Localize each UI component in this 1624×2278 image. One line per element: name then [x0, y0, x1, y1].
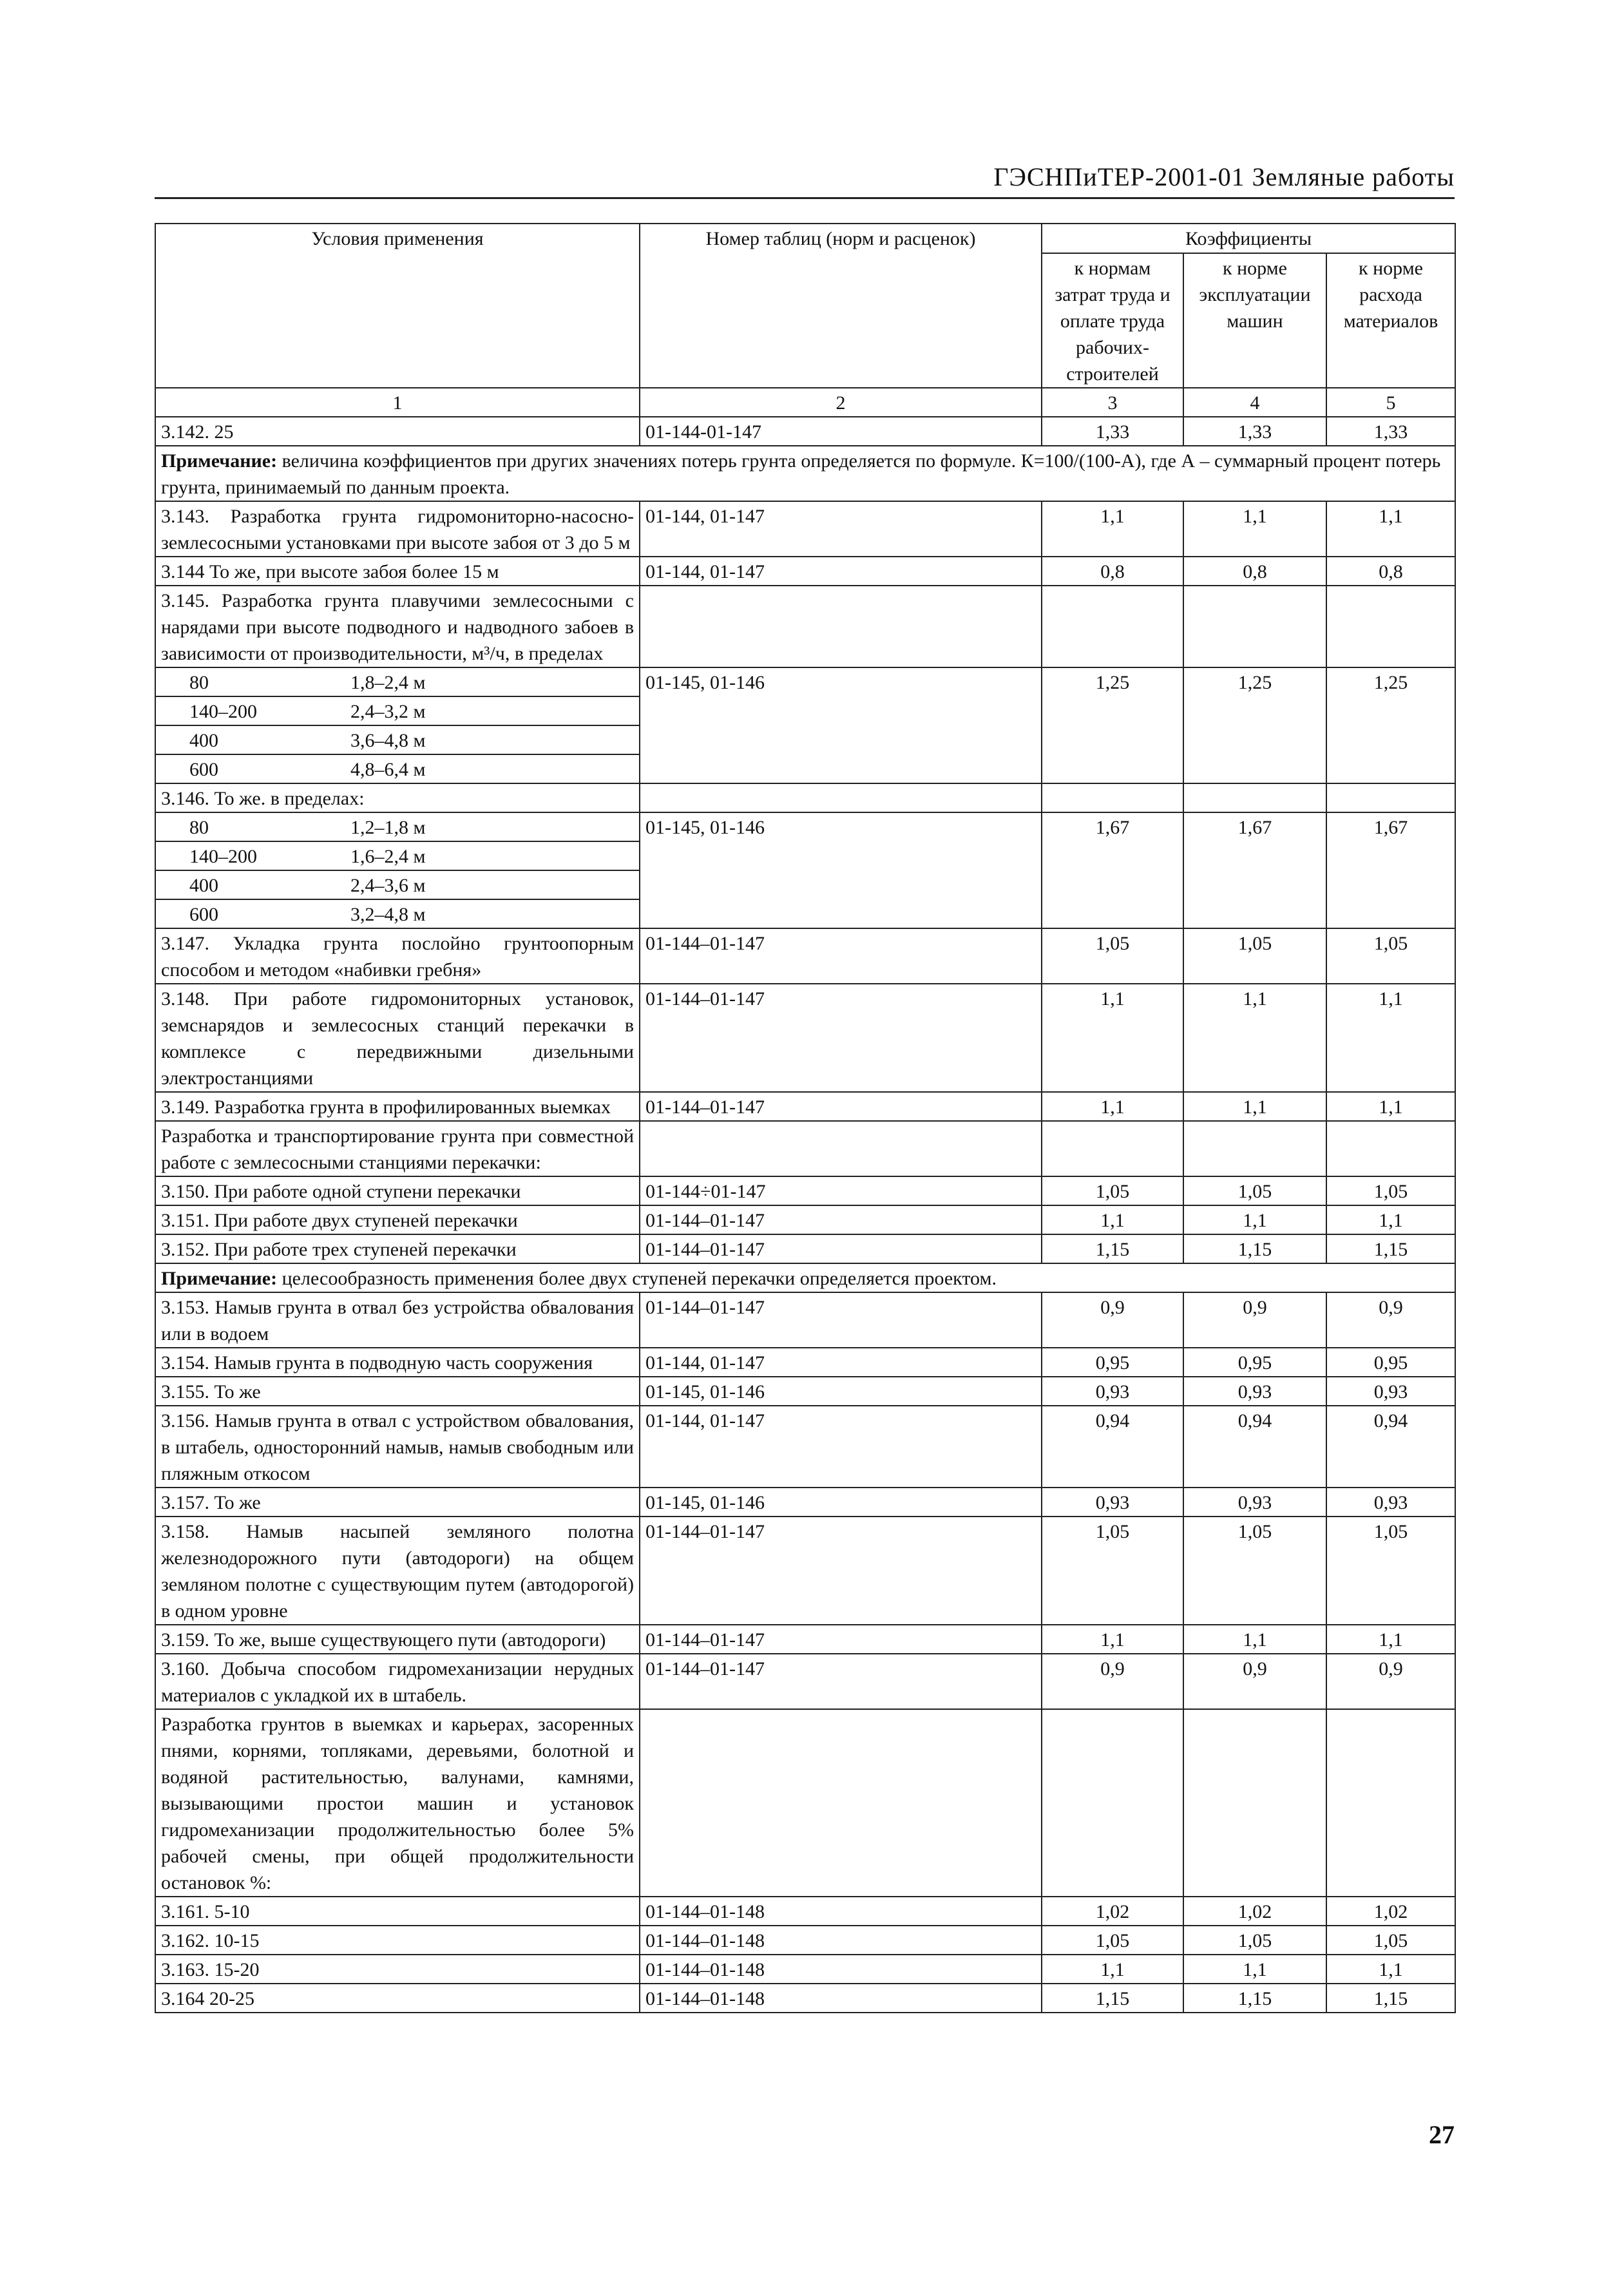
- table-row: [155, 1897, 1455, 1926]
- table-ref-cell: 01-144–01-147: [640, 1205, 1042, 1234]
- condition-cell: 3.160. Добыча способом гидромеханизации нерудных материалов с укладкой их в штабель.: [155, 1654, 640, 1709]
- table-ref-cell: [640, 1121, 1042, 1176]
- capacity-value: 400: [189, 875, 218, 896]
- coef-materials-cell: 1,1: [1326, 1205, 1455, 1234]
- table-ref-cell: 01-144–01-148: [640, 1926, 1042, 1955]
- condition-cell: 3.145. Разработка грунта плавучими землесосными с нарядами при высоте подводного и надводного забоев в зависимости от производительности, м³/ч, в пределах: [155, 586, 640, 667]
- table-ref-cell: 01-144, 01-147: [640, 501, 1042, 557]
- height-range: 3,6–4,8 м: [350, 730, 426, 751]
- coef-materials-cell: 1,1: [1326, 1092, 1455, 1121]
- coef-materials-cell: 1,33: [1326, 417, 1455, 446]
- coef-labor-cell: 0,93: [1042, 1377, 1183, 1406]
- coef-machines-cell: [1183, 586, 1326, 667]
- header-materials: к норме расхода материалов: [1326, 253, 1455, 388]
- table-row: [155, 1205, 1455, 1234]
- coef-materials-cell: 1,15: [1326, 1984, 1455, 2013]
- condition-cell: 3.142. 25: [155, 417, 640, 446]
- table-ref-cell: 01-144, 01-147: [640, 1348, 1042, 1377]
- capacity-value: 400: [189, 730, 218, 751]
- height-range: 3,2–4,8 м: [350, 904, 426, 925]
- table-row: [155, 812, 1455, 841]
- coef-machines-cell: 1,05: [1183, 928, 1326, 984]
- table-ref-cell: 01-144–01-147: [640, 1625, 1042, 1654]
- coef-machines-cell: 0,94: [1183, 1406, 1326, 1488]
- header-row: [155, 224, 1455, 253]
- table-row: [155, 667, 1455, 696]
- coef-labor-cell: 1,02: [1042, 1897, 1183, 1926]
- table-row: [155, 557, 1455, 586]
- table-ref-cell: 01-144–01-148: [640, 1984, 1042, 2013]
- condition-cell: 3.162. 10-15: [155, 1926, 640, 1955]
- condition-cell: 3.150. При работе одной ступени перекачки: [155, 1176, 640, 1205]
- coef-machines-cell: 0,93: [1183, 1377, 1326, 1406]
- coef-materials-cell: 0,9: [1326, 1654, 1455, 1709]
- height-range: 1,2–1,8 м: [350, 817, 426, 838]
- subcondition-cell: [155, 696, 640, 725]
- capacity-value: 140–200: [189, 846, 257, 867]
- header-tables: Номер таблиц (норм и расценок): [640, 224, 1042, 388]
- header-conditions: Условия применения: [155, 224, 640, 388]
- table-ref-cell: 01-144, 01-147: [640, 1406, 1042, 1488]
- coef-materials-cell: 1,1: [1326, 501, 1455, 557]
- capacity-value: 600: [189, 904, 218, 925]
- coef-labor-cell: 1,05: [1042, 1926, 1183, 1955]
- note-label: Примечание:: [161, 1268, 278, 1289]
- coef-materials-cell: 1,67: [1326, 812, 1455, 928]
- condition-cell: 3.148. При работе гидромониторных установок, земснарядов и землесосных станций перекачки в комплексе с передвижными дизельными электростанциями: [155, 984, 640, 1092]
- condition-cell: 3.158. Намыв насыпей земляного полотна железнодорожного пути (автодороги) на общем земляном полотне с существующим путем (автодорогой) в одном уровне: [155, 1517, 640, 1625]
- coef-machines-cell: 1,15: [1183, 1234, 1326, 1263]
- condition-cell: Разработка и транспортирование грунта при совместной работе с землесосными станциями перекачки:: [155, 1121, 640, 1176]
- header-machines: к норме эксплуатации машин: [1183, 253, 1326, 388]
- condition-cell: 3.153. Намыв грунта в отвал без устройства обвалования или в водоем: [155, 1292, 640, 1348]
- coef-materials-cell: 0,94: [1326, 1406, 1455, 1488]
- coef-machines-cell: [1183, 1121, 1326, 1176]
- note-text: величина коэффициентов при других значениях потерь грунта определяется по формуле. К=100/(100-А), где А – суммарный процент потерь грунта, принимаемый по данным проекта.: [161, 450, 1441, 498]
- coefficients-table: [155, 223, 1456, 2013]
- coef-labor-cell: 0,9: [1042, 1654, 1183, 1709]
- coef-labor-cell: 1,1: [1042, 501, 1183, 557]
- table-row: [155, 1955, 1455, 1984]
- coef-machines-cell: 1,1: [1183, 984, 1326, 1092]
- coef-machines-cell: 1,25: [1183, 667, 1326, 783]
- table-row: [155, 1121, 1455, 1176]
- col-number: 3: [1042, 388, 1183, 417]
- table-ref-cell: [640, 783, 1042, 812]
- condition-cell: 3.154. Намыв грунта в подводную часть сооружения: [155, 1348, 640, 1377]
- table-row: [155, 1176, 1455, 1205]
- coef-materials-cell: 1,15: [1326, 1234, 1455, 1263]
- coef-labor-cell: 1,05: [1042, 1176, 1183, 1205]
- coef-machines-cell: 0,8: [1183, 557, 1326, 586]
- coef-labor-cell: [1042, 1121, 1183, 1176]
- table-ref-cell: 01-144-01-147: [640, 417, 1042, 446]
- coef-materials-cell: 1,1: [1326, 984, 1455, 1092]
- col-number: 5: [1326, 388, 1455, 417]
- coef-materials-cell: 1,1: [1326, 1625, 1455, 1654]
- height-range: 2,4–3,2 м: [350, 701, 426, 722]
- capacity-value: 80: [189, 672, 209, 693]
- condition-cell: 3.161. 5-10: [155, 1897, 640, 1926]
- condition-cell: 3.157. То же: [155, 1488, 640, 1517]
- coef-labor-cell: [1042, 1709, 1183, 1897]
- table-ref-cell: 01-145, 01-146: [640, 1488, 1042, 1517]
- coef-materials-cell: 1,02: [1326, 1897, 1455, 1926]
- table-ref-cell: 01-144–01-147: [640, 1517, 1042, 1625]
- table-row: [155, 1406, 1455, 1488]
- col-number: 2: [640, 388, 1042, 417]
- coef-machines-cell: 1,02: [1183, 1897, 1326, 1926]
- height-range: 1,6–2,4 м: [350, 846, 426, 867]
- table-row: [155, 1092, 1455, 1121]
- coef-materials-cell: 1,05: [1326, 928, 1455, 984]
- table-row: [155, 1488, 1455, 1517]
- coef-materials-cell: 0,8: [1326, 557, 1455, 586]
- capacity-value: 140–200: [189, 701, 257, 722]
- coef-machines-cell: 1,1: [1183, 1955, 1326, 1984]
- coef-materials-cell: 1,05: [1326, 1176, 1455, 1205]
- coef-machines-cell: 1,05: [1183, 1517, 1326, 1625]
- coef-labor-cell: 1,25: [1042, 667, 1183, 783]
- capacity-value: 80: [189, 817, 209, 838]
- height-range: 1,8–2,4 м: [350, 672, 426, 693]
- table-ref-cell: 01-144–01-147: [640, 1092, 1042, 1121]
- subcondition-cell: [155, 725, 640, 754]
- note-label: Примечание:: [161, 450, 278, 472]
- coef-labor-cell: 0,94: [1042, 1406, 1183, 1488]
- coef-machines-cell: 0,93: [1183, 1488, 1326, 1517]
- height-range: 2,4–3,6 м: [350, 875, 426, 896]
- header-labor: к нормам затрат труда и оплате труда рабочих-строителей: [1042, 253, 1183, 388]
- condition-cell: 3.163. 15-20: [155, 1955, 640, 1984]
- coef-materials-cell: [1326, 586, 1455, 667]
- note-text: целесообразность применения более двух ступеней перекачки определяется проектом.: [277, 1268, 997, 1289]
- coef-machines-cell: 1,05: [1183, 1176, 1326, 1205]
- coef-labor-cell: 1,1: [1042, 1625, 1183, 1654]
- coef-labor-cell: [1042, 783, 1183, 812]
- table-row: [155, 1654, 1455, 1709]
- condition-cell: 3.159. То же, выше существующего пути (автодороги): [155, 1625, 640, 1654]
- table-row: [155, 1984, 1455, 2013]
- coef-labor-cell: 0,93: [1042, 1488, 1183, 1517]
- coef-labor-cell: 0,9: [1042, 1292, 1183, 1348]
- table-ref-cell: 01-144–01-147: [640, 1234, 1042, 1263]
- coef-materials-cell: 1,05: [1326, 1926, 1455, 1955]
- header-coefficients: Коэффициенты: [1042, 224, 1455, 253]
- coef-materials-cell: 1,05: [1326, 1517, 1455, 1625]
- table-row: [155, 1709, 1455, 1897]
- table-ref-cell: 01-145, 01-146: [640, 667, 1042, 783]
- table-row: [155, 501, 1455, 557]
- coef-machines-cell: 1,05: [1183, 1926, 1326, 1955]
- coef-materials-cell: 0,93: [1326, 1377, 1455, 1406]
- coef-labor-cell: 0,95: [1042, 1348, 1183, 1377]
- table-ref-cell: [640, 1709, 1042, 1897]
- coef-materials-cell: [1326, 783, 1455, 812]
- table-ref-cell: 01-144–01-147: [640, 984, 1042, 1092]
- page-number: 27: [1429, 2120, 1455, 2149]
- condition-cell: 3.151. При работе двух ступеней перекачки: [155, 1205, 640, 1234]
- table-ref-cell: 01-145, 01-146: [640, 812, 1042, 928]
- table-row: [155, 1348, 1455, 1377]
- coef-labor-cell: [1042, 586, 1183, 667]
- table-row: [155, 446, 1455, 501]
- table-ref-cell: 01-144, 01-147: [640, 557, 1042, 586]
- table-ref-cell: 01-144–01-148: [640, 1955, 1042, 1984]
- table-ref-cell: 01-144–01-147: [640, 928, 1042, 984]
- table-row: [155, 1263, 1455, 1292]
- condition-cell: 3.144 То же, при высоте забоя более 15 м: [155, 557, 640, 586]
- coef-machines-cell: [1183, 1709, 1326, 1897]
- coef-materials-cell: 0,9: [1326, 1292, 1455, 1348]
- condition-cell: Разработка грунтов в выемках и карьерах, засоренных пнями, корнями, топляками, деревьями, болотной и водяной растительностью, валунами, камнями, вызывающими простои машин и установок гидромеханизации продолжительностью более 5% рабочей смены, при общей продолжительности остановок %:: [155, 1709, 640, 1897]
- subcondition-cell: [155, 841, 640, 870]
- table-row: [155, 417, 1455, 446]
- table-ref-cell: 01-145, 01-146: [640, 1377, 1042, 1406]
- note-cell: [155, 1263, 1455, 1292]
- coef-machines-cell: 1,15: [1183, 1984, 1326, 2013]
- coef-machines-cell: 1,67: [1183, 812, 1326, 928]
- coef-materials-cell: 1,1: [1326, 1955, 1455, 1984]
- col-number: 4: [1183, 388, 1326, 417]
- coef-machines-cell: 1,1: [1183, 501, 1326, 557]
- coef-labor-cell: 1,15: [1042, 1984, 1183, 2013]
- condition-cell: 3.143. Разработка грунта гидромониторно-насосно-землесосными установками при высоте забоя от 3 до 5 м: [155, 501, 640, 557]
- coef-machines-cell: 1,1: [1183, 1625, 1326, 1654]
- height-range: 4,8–6,4 м: [350, 759, 426, 780]
- coef-materials-cell: 0,95: [1326, 1348, 1455, 1377]
- coef-machines-cell: 1,33: [1183, 417, 1326, 446]
- condition-cell: 3.146. То же. в пределах:: [155, 783, 640, 812]
- coef-labor-cell: 1,05: [1042, 928, 1183, 984]
- table-row: [155, 1517, 1455, 1625]
- running-header: [155, 161, 1455, 199]
- subcondition-cell: [155, 812, 640, 841]
- table-row: [155, 1926, 1455, 1955]
- column-numbers-row: [155, 388, 1455, 417]
- coef-labor-cell: 1,1: [1042, 1092, 1183, 1121]
- coef-labor-cell: 1,33: [1042, 417, 1183, 446]
- table-ref-cell: 01-144÷01-147: [640, 1176, 1042, 1205]
- coef-machines-cell: 0,9: [1183, 1654, 1326, 1709]
- coef-materials-cell: [1326, 1709, 1455, 1897]
- table-row: [155, 783, 1455, 812]
- header-title: ГЭСНПиТЕР-2001-01 Земляные работы: [993, 162, 1455, 191]
- note-cell: [155, 446, 1455, 501]
- table-ref-cell: 01-144–01-147: [640, 1292, 1042, 1348]
- subcondition-cell: [155, 899, 640, 928]
- coef-materials-cell: [1326, 1121, 1455, 1176]
- coef-machines-cell: 1,1: [1183, 1205, 1326, 1234]
- subcondition-cell: [155, 870, 640, 899]
- table-row: [155, 928, 1455, 984]
- table-row: [155, 1292, 1455, 1348]
- condition-cell: 3.149. Разработка грунта в профилированных выемках: [155, 1092, 640, 1121]
- subcondition-cell: [155, 667, 640, 696]
- table-ref-cell: [640, 586, 1042, 667]
- coef-labor-cell: 1,1: [1042, 984, 1183, 1092]
- coef-machines-cell: 0,95: [1183, 1348, 1326, 1377]
- coef-labor-cell: 1,05: [1042, 1517, 1183, 1625]
- coef-labor-cell: 1,1: [1042, 1955, 1183, 1984]
- table-row: [155, 984, 1455, 1092]
- coef-machines-cell: 1,1: [1183, 1092, 1326, 1121]
- table-row: [155, 586, 1455, 667]
- coef-labor-cell: 1,1: [1042, 1205, 1183, 1234]
- subcondition-cell: [155, 754, 640, 783]
- table-row: [155, 1234, 1455, 1263]
- col-number: 1: [155, 388, 640, 417]
- coef-machines-cell: [1183, 783, 1326, 812]
- coef-labor-cell: 1,67: [1042, 812, 1183, 928]
- condition-cell: 3.155. То же: [155, 1377, 640, 1406]
- table-ref-cell: 01-144–01-148: [640, 1897, 1042, 1926]
- condition-cell: 3.156. Намыв грунта в отвал с устройством обвалования, в штабель, односторонний намыв, намыв свободным или пляжным откосом: [155, 1406, 640, 1488]
- coef-labor-cell: 0,8: [1042, 557, 1183, 586]
- capacity-value: 600: [189, 759, 218, 780]
- condition-cell: 3.164 20-25: [155, 1984, 640, 2013]
- coef-materials-cell: 0,93: [1326, 1488, 1455, 1517]
- table-row: [155, 1377, 1455, 1406]
- condition-cell: 3.147. Укладка грунта послойно грунтоопорным способом и методом «набивки гребня»: [155, 928, 640, 984]
- coef-materials-cell: 1,25: [1326, 667, 1455, 783]
- condition-cell: 3.152. При работе трех ступеней перекачки: [155, 1234, 640, 1263]
- coef-labor-cell: 1,15: [1042, 1234, 1183, 1263]
- table-row: [155, 1625, 1455, 1654]
- table-ref-cell: 01-144–01-147: [640, 1654, 1042, 1709]
- coef-machines-cell: 0,9: [1183, 1292, 1326, 1348]
